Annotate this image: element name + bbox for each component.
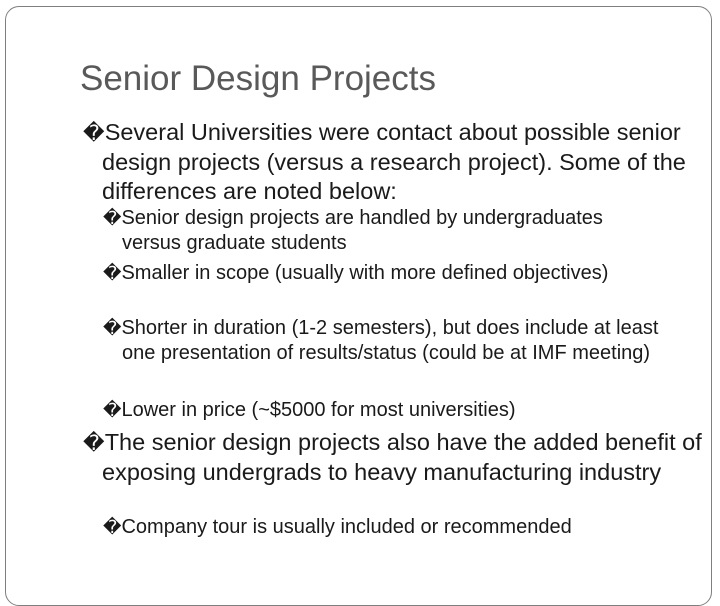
bullet-glyph: � [103, 517, 122, 537]
bullet-item [103, 261, 662, 286]
bullet-glyph: � [103, 400, 122, 420]
slide-title: Senior Design Projects [80, 59, 436, 98]
bullet-glyph: � [103, 208, 122, 228]
bullet-item [103, 206, 662, 256]
bullet-glyph: � [103, 263, 122, 283]
bullet-item [103, 515, 720, 540]
bullet-item [83, 118, 702, 206]
bullet-glyph: � [83, 432, 105, 455]
bullet-text: Lower in price (~$5000 for most universities) [121, 399, 516, 421]
bullet-glyph: � [103, 318, 122, 338]
bullet-text: Shorter in duration (1-2 semesters), but does include at least one presentation of results/status (could be at IMF meeting) [121, 317, 659, 364]
bullet-text: Several Universities were contact about possible senior design projects (versus a research project). Some of the differences are noted below: [102, 119, 686, 204]
bullet-text: The senior design projects also have the added benefit of exposing undergrads to heavy manufacturing industry [102, 429, 702, 485]
bullet-text: Company tour is usually included or recommended [121, 516, 572, 538]
bullet-text: Smaller in scope (usually with more defined objectives) [121, 262, 609, 284]
bullet-item [83, 428, 702, 487]
bullet-text: Senior design projects are handled by undergraduates versus graduate students [121, 207, 603, 254]
bullet-item [103, 398, 662, 423]
bullet-item [103, 316, 662, 366]
bullet-glyph: � [83, 122, 105, 145]
